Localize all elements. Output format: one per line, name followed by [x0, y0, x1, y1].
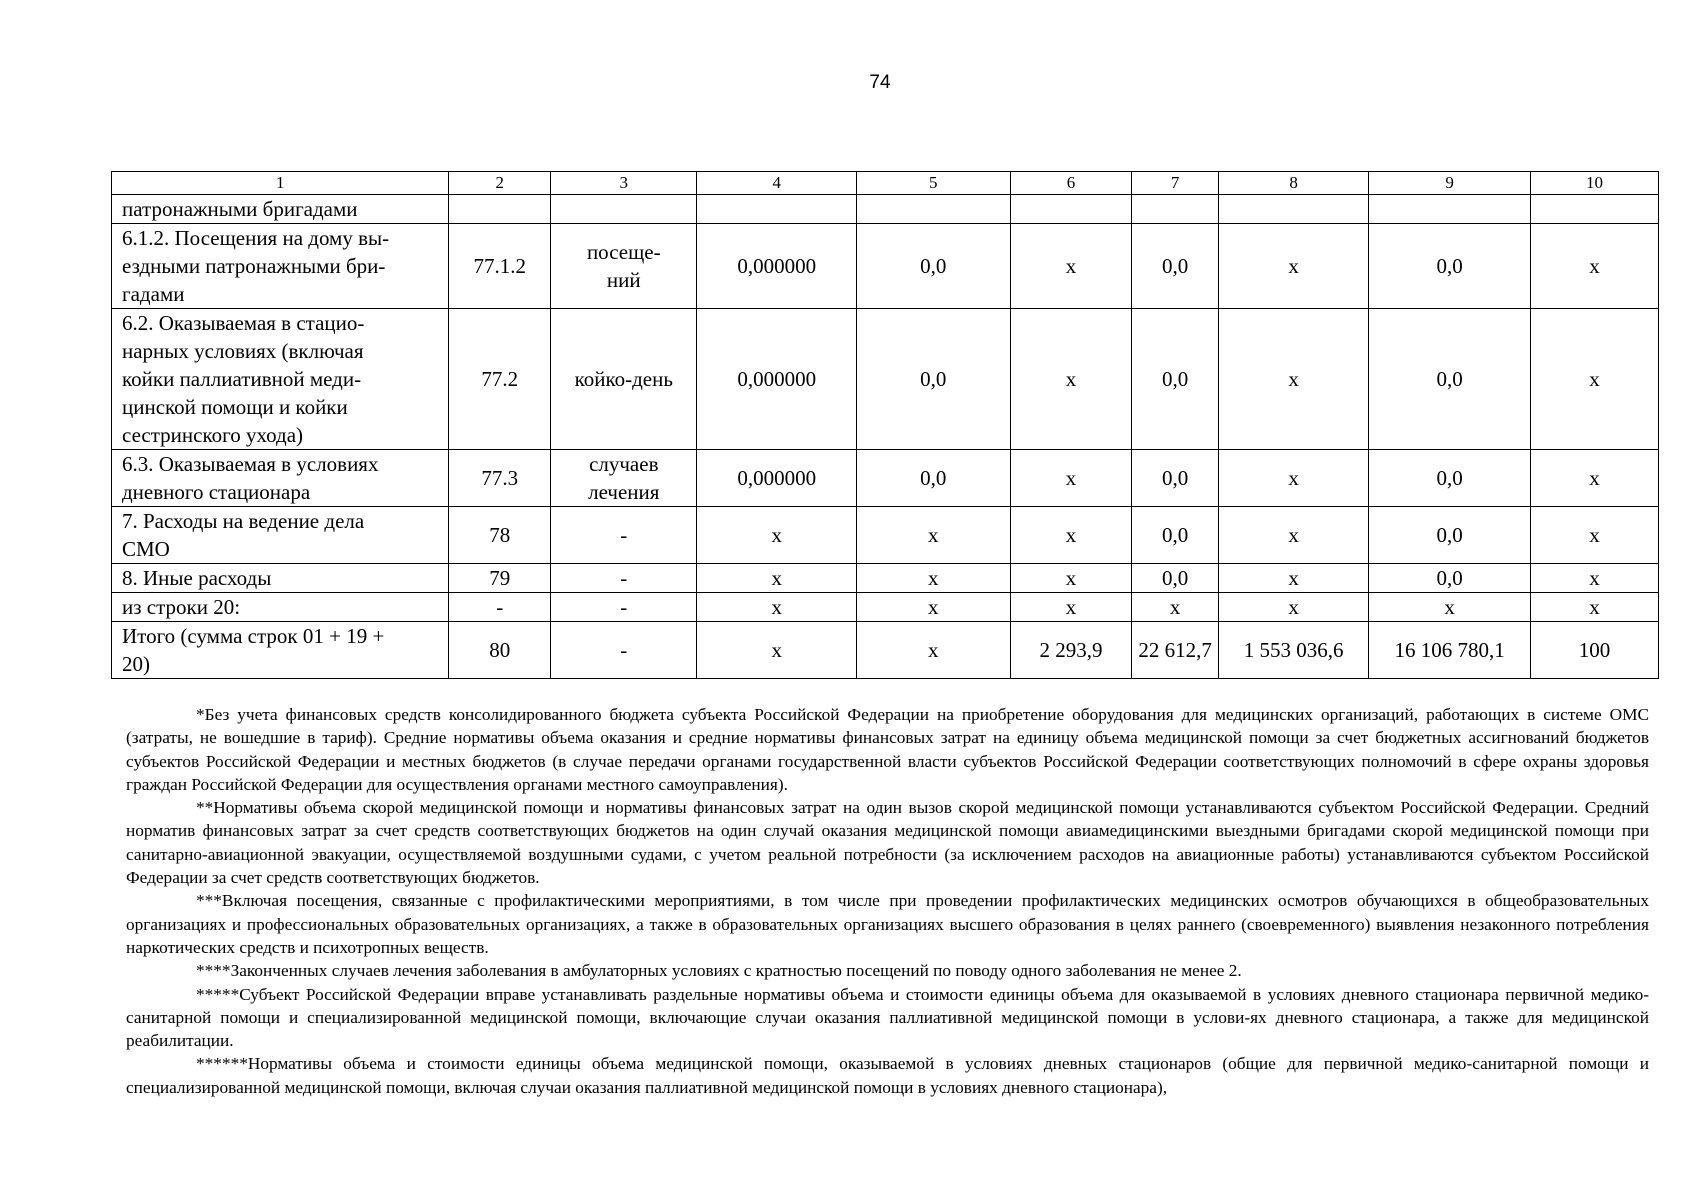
table-row: [112, 564, 1659, 593]
table-cell: [1530, 195, 1658, 224]
table-cell: 22 612,7: [1132, 622, 1218, 679]
table-row: [112, 309, 1659, 450]
table-cell: х: [1010, 309, 1132, 450]
table-cell: 77.3: [449, 450, 551, 507]
row-label-cell: 6.1.2. Посещения на дому вы- ездными патронажными бри- гадами: [112, 224, 449, 309]
table-cell: 8: [1218, 172, 1368, 195]
table-cell: 100: [1530, 622, 1658, 679]
row-label-cell: из строки 20:: [112, 593, 449, 622]
table-cell: -: [449, 593, 551, 622]
table-cell: х: [1530, 224, 1658, 309]
table-cell: [449, 195, 551, 224]
table-cell: [697, 195, 857, 224]
table-cell: х: [857, 593, 1010, 622]
table-cell: 3: [551, 172, 697, 195]
table-cell: х: [697, 593, 857, 622]
footnote-paragraph: *****Субъект Российской Федерации вправе устанавливать раздельные нормативы объема и стоимости единицы объема для оказываемой в условиях дневного стационара первичной медико-санитарной помощи и специализированной медицинской помощи, включающие случаи оказания паллиативной медицинской помощи в услови-ях дневного стационара, а также для медицинской реабилитации.: [126, 984, 1649, 1051]
table-row: [112, 195, 1659, 224]
table-cell: [1010, 195, 1132, 224]
footnote-paragraph: ****Законченных случаев лечения заболевания в амбулаторных условиях с кратностью посещений по поводу одного заболевания не менее 2.: [196, 961, 1242, 981]
footnote-paragraph: *Без учета финансовых средств консолидированного бюджета субъекта Российской Федерации на приобретение оборудования для медицинских организаций, работающих в системе ОМС (затраты, не вошедшие в тариф). Средние нормативы объема оказания и средние нормативы финансовых затрат на единицу объема медицинской помощи за счет бюджетных ассигнований бюджетов субъектов Российской Федерации и местных бюджетов (в случае передачи органами государственной власти субъектов Российской Федерации соответствующих полномочий в сфере охраны здоровья граждан Российской Федерации для осуществления органами местного самоуправления).: [126, 705, 1649, 794]
table-cell: х: [697, 507, 857, 564]
table-cell: х: [1369, 593, 1531, 622]
table-cell: посеще- ний: [551, 224, 697, 309]
footnote-paragraph: **Нормативы объема скорой медицинской помощи и нормативы финансовых затрат на один вызов скорой медицинской помощи устанавливаются субъектом Российской Федерации. Средний норматив финансовых затрат за счет средств соответствующих бюджетов на один случай оказания медицинской помощи авиамедицинскими выездными бригадами скорой медицинской помощи при санитарно-авиационной эвакуации, осуществляемой воздушными судами, с учетом реальной потребности (за исключением расходов на авиационные работы) устанавливаются субъектом Российской Федерации за счет средств соответствующих бюджетов.: [126, 798, 1649, 888]
table-cell: 10: [1530, 172, 1658, 195]
table-cell: [1218, 195, 1368, 224]
table-cell: 4: [697, 172, 857, 195]
table-cell: 0,0: [1369, 507, 1531, 564]
table-cell: х: [857, 564, 1010, 593]
table-cell: х: [857, 622, 1010, 679]
row-label-cell: 6.3. Оказываемая в условиях дневного стационара: [112, 450, 449, 507]
table-cell: 0,0: [857, 309, 1010, 450]
table-cell: 1 553 036,6: [1218, 622, 1368, 679]
table-cell: х: [697, 622, 857, 679]
table-cell: х: [1218, 564, 1368, 593]
table-cell: 2: [449, 172, 551, 195]
table-cell: 2 293,9: [1010, 622, 1132, 679]
table-cell: [551, 195, 697, 224]
table-cell: 0,000000: [697, 450, 857, 507]
table-cell: 0,000000: [697, 309, 857, 450]
table-row: [112, 507, 1659, 564]
row-label-cell: 7. Расходы на ведение дела СМО: [112, 507, 449, 564]
table-cell: -: [551, 507, 697, 564]
table-cell: х: [1530, 450, 1658, 507]
table-cell: 0,0: [1132, 224, 1218, 309]
table-cell: 0,0: [857, 224, 1010, 309]
table-row: [112, 224, 1659, 309]
table-cell: 0,0: [1369, 224, 1531, 309]
table-cell: х: [857, 507, 1010, 564]
table-cell: 78: [449, 507, 551, 564]
table-cell: койко-день: [551, 309, 697, 450]
table-cell: 77.2: [449, 309, 551, 450]
data-table: [111, 171, 1659, 679]
table-header-row: [112, 172, 1659, 195]
table-cell: 0,0: [1132, 309, 1218, 450]
table-cell: х: [697, 564, 857, 593]
table-cell: х: [1218, 507, 1368, 564]
row-label-cell: 6.2. Оказываемая в стацио- нарных условиях (включая койки паллиативной меди- цинской помощи и койки сестринского ухода): [112, 309, 449, 450]
table-cell: х: [1010, 564, 1132, 593]
footnote-paragraph: ******Нормативы объема и стоимости единицы объема медицинской помощи, оказываемой в условиях дневных стационаров (общие для первичной медико-санитарной помощи и специализированной медицинской помощи, включая случаи оказания паллиативной медицинской помощи в условиях дневного стационара),: [126, 1054, 1649, 1097]
table-cell: х: [1218, 450, 1368, 507]
table-cell: 0,000000: [697, 224, 857, 309]
table-cell: 0,0: [1369, 309, 1531, 450]
table-cell: х: [1010, 507, 1132, 564]
table-cell: х: [1218, 224, 1368, 309]
footnotes: [126, 703, 1649, 1099]
table-cell: -: [551, 622, 697, 679]
table-row: [112, 450, 1659, 507]
table-cell: х: [1218, 309, 1368, 450]
table-cell: 80: [449, 622, 551, 679]
table-cell: х: [1132, 593, 1218, 622]
table-cell: [1369, 195, 1531, 224]
table-cell: случаев лечения: [551, 450, 697, 507]
table-cell: -: [551, 593, 697, 622]
table-cell: -: [551, 564, 697, 593]
table-cell: х: [1530, 564, 1658, 593]
table-cell: 0,0: [1132, 507, 1218, 564]
table-cell: 16 106 780,1: [1369, 622, 1531, 679]
table-row: [112, 622, 1659, 679]
table-cell: [1132, 195, 1218, 224]
table-cell: х: [1530, 507, 1658, 564]
row-label-cell: Итого (сумма строк 01 + 19 + 20): [112, 622, 449, 679]
table-cell: 6: [1010, 172, 1132, 195]
table-cell: 9: [1369, 172, 1531, 195]
table-cell: [857, 195, 1010, 224]
table-cell: 79: [449, 564, 551, 593]
table-cell: х: [1530, 309, 1658, 450]
table-cell: х: [1530, 593, 1658, 622]
table-cell: х: [1218, 593, 1368, 622]
table-cell: 1: [112, 172, 449, 195]
row-label-cell: 8. Иные расходы: [112, 564, 449, 593]
table-cell: 0,0: [1132, 450, 1218, 507]
page-number: 74: [869, 72, 891, 93]
table-cell: х: [1010, 224, 1132, 309]
footnote-paragraph: ***Включая посещения, связанные с профилактическими мероприятиями, в том числе при проведении профилактических медицинских осмотров обучающихся в общеобразовательных организациях и профессиональных образовательных организациях, а также в образовательных организациях высшего образования в целях раннего (своевременного) выявления незаконного потребления наркотических средств и психотропных веществ.: [126, 891, 1649, 957]
table-cell: 77.1.2: [449, 224, 551, 309]
table-cell: 5: [857, 172, 1010, 195]
table-cell: 0,0: [1132, 564, 1218, 593]
table-cell: 7: [1132, 172, 1218, 195]
table-cell: х: [1010, 593, 1132, 622]
table-cell: 0,0: [1369, 450, 1531, 507]
table-cell: 0,0: [1369, 564, 1531, 593]
row-label-cell: патронажными бригадами: [112, 195, 449, 224]
table-cell: 0,0: [857, 450, 1010, 507]
table-cell: х: [1010, 450, 1132, 507]
table-row: [112, 593, 1659, 622]
